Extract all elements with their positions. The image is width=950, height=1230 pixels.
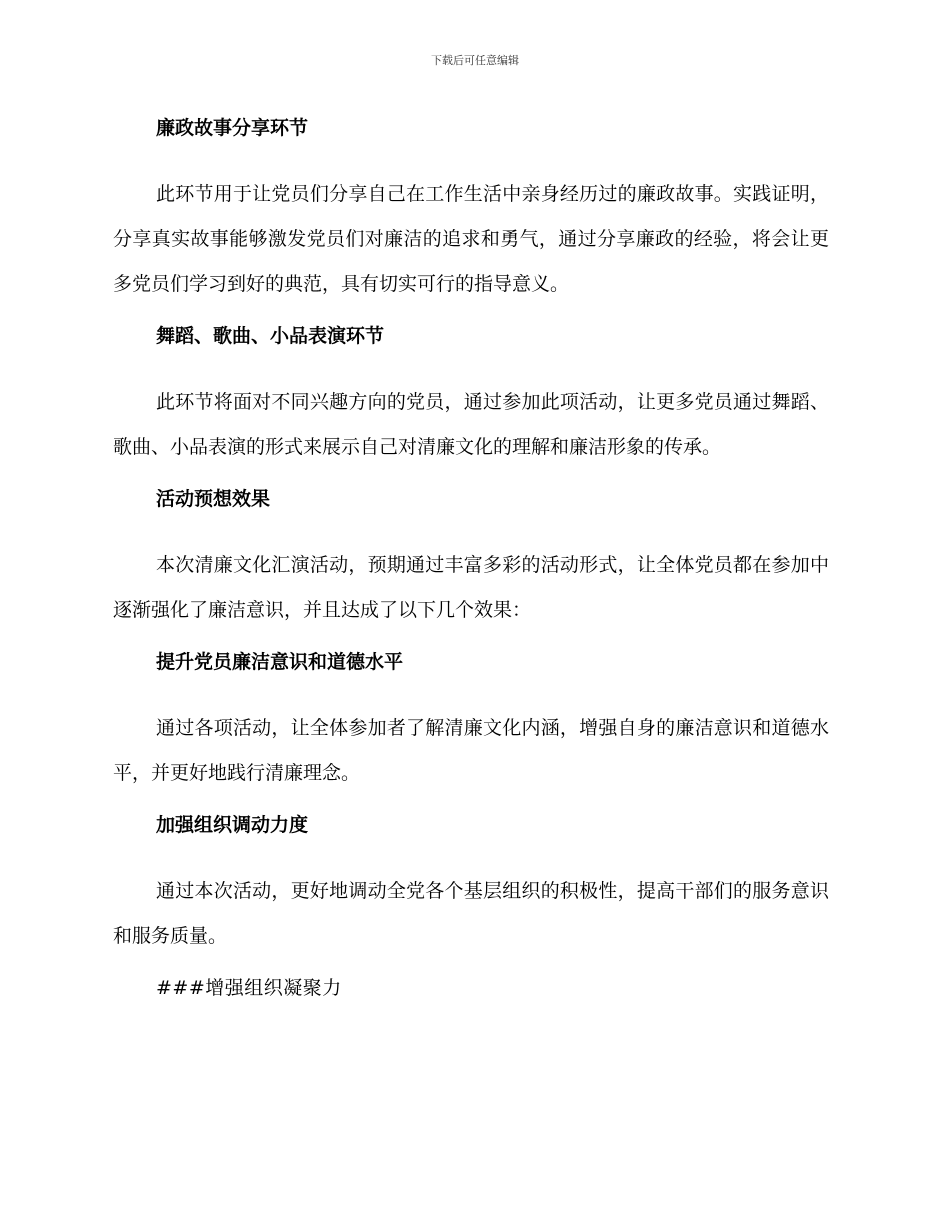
section-heading-expected-effects: 活动预想效果 — [156, 488, 271, 510]
section-heading-integrity-stories: 廉政故事分享环节 — [156, 117, 309, 139]
document-body — [113, 112, 829, 1032]
section-paragraph-integrity-stories: 此环节用于让党员们分享自己在工作生活中亲身经历过的廉政故事。实践证明，分享真实故事能够激发党员们对廉洁的追求和勇气，通过分享廉政的经验，将会让更多党员们学习到好的典范，具有切实可行的指导意义。 — [113, 183, 829, 295]
section-heading-organization-mobilization: 加强组织调动力度 — [156, 814, 309, 836]
section-paragraph-performances: 此环节将面对不同兴趣方向的党员，通过参加此项活动，让更多党员通过舞蹈、歌曲、小品表演的形式来展示自己对清廉文化的理解和廉洁形象的传承。 — [113, 391, 829, 458]
section-heading-performances: 舞蹈、歌曲、小品表演环节 — [156, 325, 385, 347]
section-heading-integrity-awareness: 提升党员廉洁意识和道德水平 — [156, 651, 404, 673]
section-paragraph-integrity-awareness: 通过各项活动，让全体参加者了解清廉文化内涵，增强自身的廉洁意识和道德水平，并更好地践行清廉理念。 — [113, 717, 829, 784]
section-paragraph-expected-effects: 本次清廉文化汇演活动，预期通过丰富多彩的活动形式，让全体党员都在参加中逐渐强化了廉洁意识，并且达成了以下几个效果： — [113, 554, 829, 621]
section-heading-cohesion: ###增强组织凝聚力 — [156, 977, 342, 999]
section-paragraph-organization-mobilization: 通过本次活动，更好地调动全党各个基层组织的积极性，提高干部们的服务意识和服务质量。 — [113, 880, 829, 947]
page-header: 下载后可任意编辑 — [431, 54, 519, 67]
